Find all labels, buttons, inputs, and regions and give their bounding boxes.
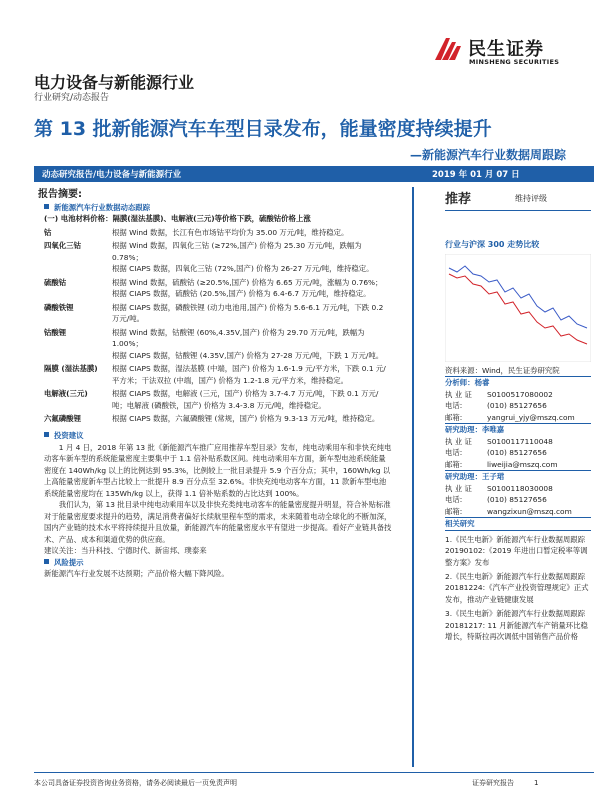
rating-block xyxy=(445,190,591,211)
contact-row xyxy=(445,459,591,471)
price-row xyxy=(44,302,392,325)
mail-value: liweijia@mszq.com xyxy=(487,459,558,469)
row-label: 钴 xyxy=(44,227,52,237)
related-item[interactable]: 3.《民生电新》新能源汽车行业数据周跟踪 20181217: 11 月新能源汽车产销量环比稳增长，特斯拉再次调低中国销售产品价格 xyxy=(445,609,588,642)
assistant-line xyxy=(445,471,591,482)
industry-name: 电力设备与新能源行业 xyxy=(34,73,195,92)
row-text: 根据 CIAPS 数据，硫酸钴 (20.5%,国产) 价格为 6.4-6.7 万元/吨，维持稳定。 xyxy=(112,289,371,299)
row-label: 钴酸锂 xyxy=(44,327,67,337)
contact-row xyxy=(445,412,591,424)
tel-label: 电话: xyxy=(445,495,463,505)
row-text: 根据 CIAPS 数据，湿法基膜 (中端，国产) 价格为 1.6-1.9 元/平方米，下跌 0.1 元/平方米；干法双拉 (中端，国产) 价格为 1.2-1.8 元/平方米，维持稳定。 xyxy=(112,364,386,385)
invest-paragraph-2: 我们认为，第 13 批目录中纯电动乘用车以及非快充类纯电动客车的能量密度提升明显，符合补贴标准对于能量密度要求提升的趋势，满足消费者偏好长续航里程车型的需求，未来随着电动全球化的不断加深，国内产业链的技术水平将持续提升且放量，新能源汽车的能量密度水平有望进一步提高。看好产业链具备技术、产品、成本和渠道优势的供应商。 xyxy=(44,500,392,544)
row-text: 根据 Wind 数据，硫酸钴 (≥20.5%,国产) 价格为 6.65 万元/吨，涨幅为 0.76%； xyxy=(112,277,383,287)
tel-label: 电话: xyxy=(445,448,463,458)
band-category: 动态研究报告/电力设备与新能源行业 xyxy=(42,170,182,180)
section-title: 新能源汽车行业数据动态跟踪 xyxy=(54,203,151,212)
assistant-label: 研究助理： xyxy=(445,425,482,435)
analyst-line xyxy=(445,377,591,388)
contact-row xyxy=(445,483,591,494)
section-title: 风险提示 xyxy=(54,557,84,567)
invest-suggestion: 建议关注：当升科技、宁德时代、新宙邦、璞泰来 xyxy=(44,546,207,556)
price-row xyxy=(44,327,392,361)
rating-text: 维持评级 xyxy=(515,194,547,203)
tel-value: (010) 85127656 xyxy=(487,495,547,505)
row-label: 硫酸钴 xyxy=(44,277,67,287)
price-row xyxy=(44,277,392,300)
price-row xyxy=(44,240,392,274)
price-row xyxy=(44,413,392,424)
logo-en: MINSHENG SECURITIES xyxy=(469,58,560,66)
report-title: 第 13 批新能源汽车车型目录发布，能量密度持续提升 xyxy=(34,118,492,140)
chart-title: 行业与沪深 300 走势比较 xyxy=(445,240,540,250)
contact-row xyxy=(445,389,591,400)
invest-paragraph: 1 月 4 日，2018 年第 13 批《新能源汽车推广应用推荐车型目录》发布，纯电动乘用车和非快充纯电动客车新车型的系统能量密度主要集中于 1.1 倍补贴系数区间。纯电动乘用车方面，新车型电池系统能量密度在 140Wh/kg 以上的比例达到 95.3%，比例较上一批目录提升 5.9 个百分点；其中，160Wh/kg 以上高能量密度新车型占比较上一批提升 8.9 百分点至 32.6%。非快充纯电动客车方面，11 款新车型电池系统能量密度均在 135Wh/kg 以上，获得 1.1 倍补贴系数的占比达到 100%。 xyxy=(44,442,392,498)
analyst-label: 分析师： xyxy=(445,378,475,388)
section-heading xyxy=(44,430,392,441)
tel-value: (010) 85127656 xyxy=(487,401,547,411)
row-text: 根据 Wind 数据，钴酸锂 (60%,4.35V,国产) 价格为 29.70 万元/吨，跌幅为 1.00%； xyxy=(112,327,365,349)
cert-value: S0100517080002 xyxy=(487,389,553,399)
mail-value: wangzixun@mszq.com xyxy=(487,506,572,516)
contact-row xyxy=(445,400,591,411)
contact-row xyxy=(445,494,591,505)
contact-row xyxy=(445,436,591,447)
price-row xyxy=(44,363,392,386)
footer-right xyxy=(472,778,538,788)
row-text: 根据 Wind 数据，四氧化三钴 (≥72%,国产) 价格为 25.30 万元/吨，跌幅为 0.78%； xyxy=(112,241,362,262)
bullet-square-icon xyxy=(44,204,49,209)
row-text: 根据 CIAPS 数据，四氧化三钴 (72%,国产) 价格为 26-27 万元/吨，维持稳定。 xyxy=(112,264,374,274)
cert-label: 执 业 证 xyxy=(445,483,472,493)
assistant-label: 研究助理： xyxy=(445,472,482,482)
risk-text: 新能源汽车行业发展不达预期；产品价格大幅下降风险。 xyxy=(44,569,229,579)
report-type: 行业研究/动态报告 xyxy=(34,93,110,103)
section-heading xyxy=(44,557,392,568)
assistant-line xyxy=(445,424,591,435)
row-text: 根据 CIAPS 数据，磷酸铁锂 (动力电池用,国产) 价格为 5.6-6.1 万元/吨，下跌 0.2 万元/吨。 xyxy=(112,302,384,324)
assistant-name: 王子珺 xyxy=(481,472,505,482)
tel-value: (010) 85127656 xyxy=(487,448,547,458)
cert-value: S0100117110048 xyxy=(487,436,553,446)
contact-row xyxy=(445,506,591,518)
related-title: 相关研究 xyxy=(445,518,591,530)
mail-value: yangrui_yjy@mszq.com xyxy=(487,412,575,422)
trend-chart xyxy=(445,254,591,362)
bullet-square-icon xyxy=(44,432,49,437)
footer-label: 证券研究报告 xyxy=(472,779,514,787)
page-number: 1 xyxy=(534,779,539,787)
section-title: 投资建议 xyxy=(54,431,84,441)
band-date: 2019 年 01 月 07 日 xyxy=(432,170,520,180)
mail-label: 邮箱: xyxy=(445,506,463,516)
cert-label: 执 业 证 xyxy=(445,436,472,446)
recommendation: 推荐 xyxy=(445,192,472,207)
price-row xyxy=(44,388,392,411)
subsection-heading: (一) 电池材料价格：隔膜(湿法基膜)、电解液(三元)等价格下跌，硫酸钴价格上涨 xyxy=(44,214,311,224)
assistant-name: 李唯嘉 xyxy=(481,425,505,435)
mail-label: 邮箱: xyxy=(445,459,463,469)
row-text: 根据 CIAPS 数据，钴酸锂 (4.35V,国产) 价格为 27-28 万元/吨，下跌 1 万元/吨。 xyxy=(112,350,384,360)
mail-label: 邮箱: xyxy=(445,412,463,422)
summary-title: 报告摘要: xyxy=(38,189,82,200)
footer-rule xyxy=(34,772,594,773)
row-label: 六氟磷酸锂 xyxy=(44,413,81,423)
row-text: 根据 Wind 数据，长江有色市场钴平均价为 35.00 万元/吨，维持稳定。 xyxy=(112,227,349,237)
row-label: 磷酸铁锂 xyxy=(44,302,74,312)
related-item[interactable]: 2.《民生电新》新能源汽车行业数据周跟踪 20181224:《汽车产业投资管理规定》正式发布，推动产业链健康发展 xyxy=(445,571,589,604)
right-column xyxy=(445,190,591,643)
left-column xyxy=(44,202,392,580)
footer-disclaimer: 本公司具备证券投资咨询业务资格，请务必阅读最后一页免责声明 xyxy=(34,779,237,787)
related-item[interactable]: 1.《民生电新》新能源汽车行业数据周跟踪 20190102:《2019 年进出口暂定税率等调整方案》发布 xyxy=(445,534,588,567)
price-row xyxy=(44,227,392,238)
logo-cn: 民生证券 xyxy=(468,39,544,60)
tel-label: 电话: xyxy=(445,401,463,411)
cert-value: S0100118030008 xyxy=(487,483,553,493)
company-logo xyxy=(432,34,582,74)
contact-row xyxy=(445,447,591,458)
row-label: 电解液(三元) xyxy=(44,389,88,399)
row-text: 根据 CIAPS 数据，电解液 (三元，国产) 价格为 3.7-4.7 万元/吨，下跌 0.1 万元/吨；电解液 (磷酸铁，国产) 价格为 3.4-3.8 万元/吨，维持稳定。 xyxy=(112,389,379,410)
logo-mark-icon xyxy=(432,34,462,64)
row-label: 四氧化三钴 xyxy=(44,241,81,251)
row-label: 隔膜 (湿法基膜) xyxy=(44,364,98,374)
chart-source: 资料来源：Wind，民生证券研究院 xyxy=(445,365,591,377)
section-heading xyxy=(44,202,392,213)
column-divider xyxy=(412,187,414,767)
cert-label: 执 业 证 xyxy=(445,389,472,399)
row-text: 根据 CIAPS 数据，六氟磷酸锂 (常规，国产) 价格为 9.3-13 万元/吨，维持稳定。 xyxy=(112,413,380,423)
report-subtitle: —新能源汽车行业数据周跟踪 xyxy=(409,148,566,162)
bullet-square-icon xyxy=(44,559,49,564)
header-band xyxy=(34,166,594,182)
analyst-name: 杨睿 xyxy=(474,378,490,388)
